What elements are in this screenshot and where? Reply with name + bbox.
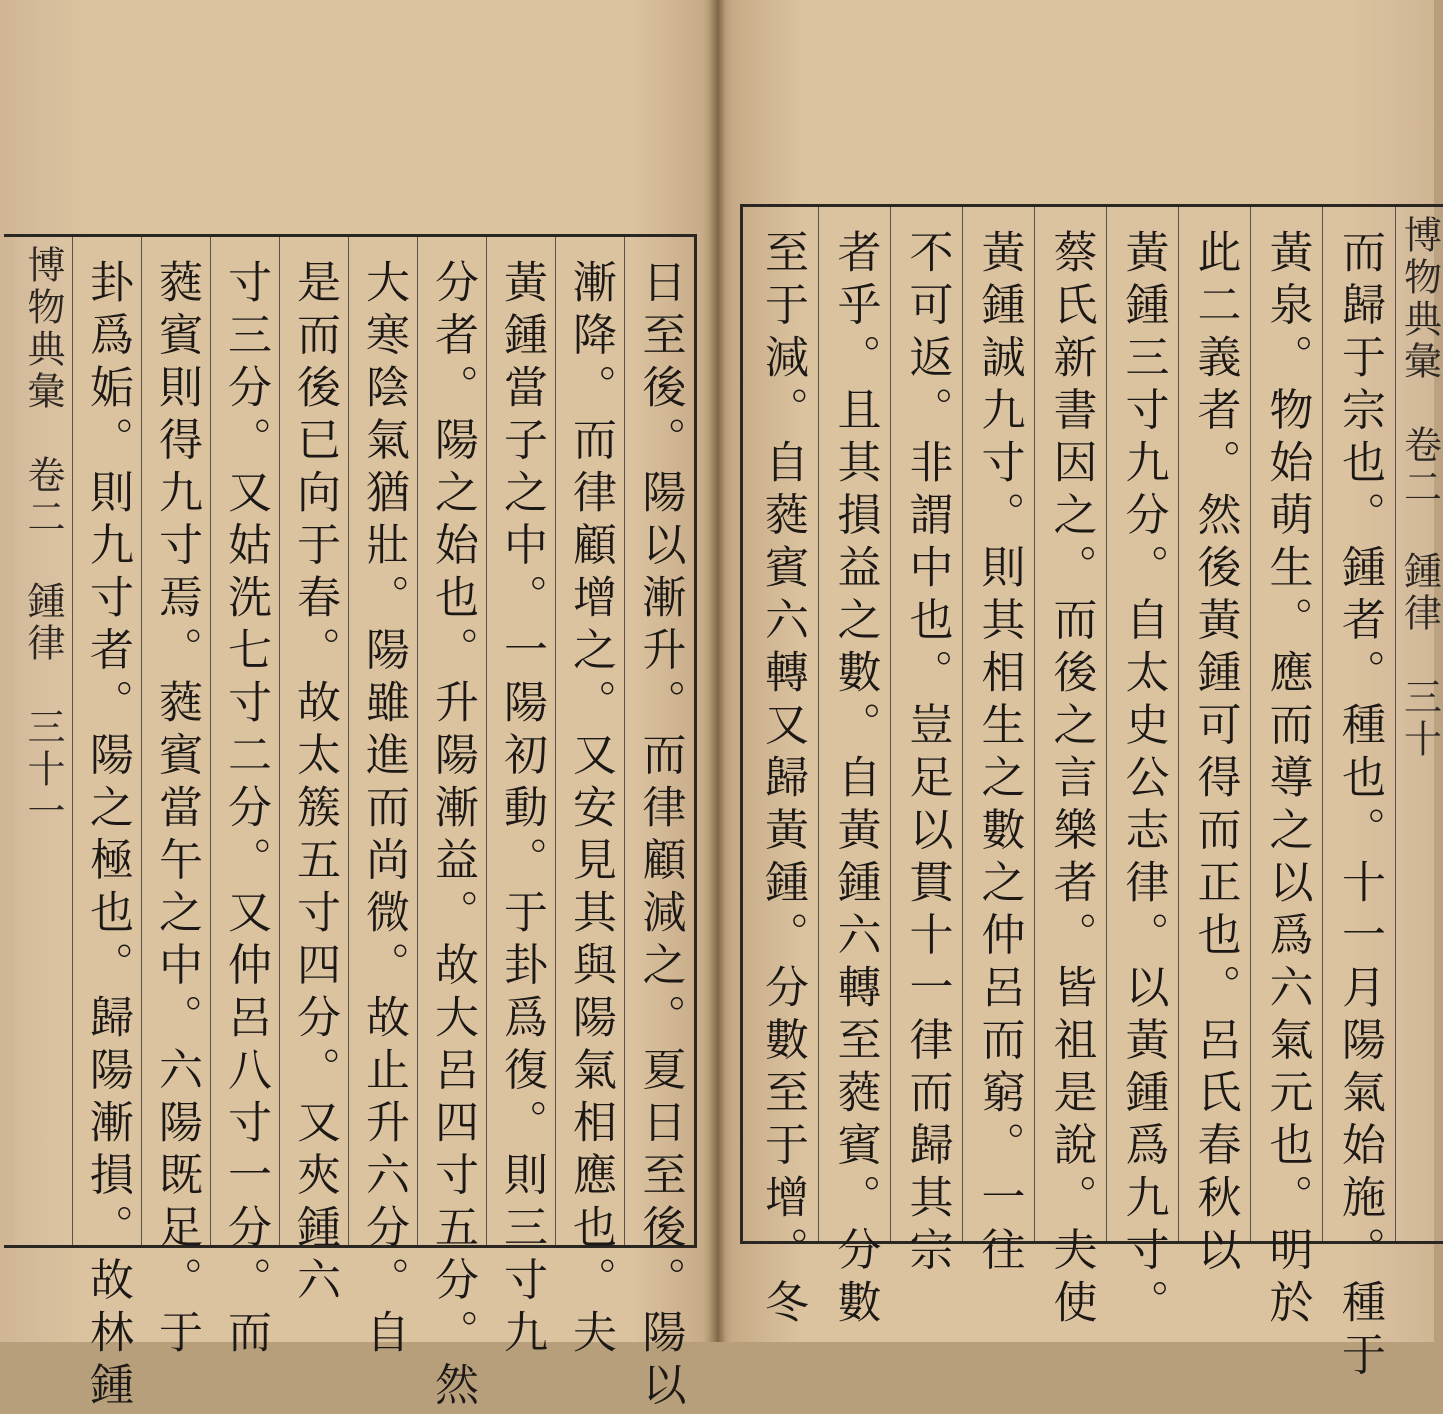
page-margin-title: 博物典彙 卷二 鍾律 三十一 bbox=[21, 245, 65, 833]
text-column bbox=[1034, 207, 1106, 1332]
column-text: 是而後已向于春。故太簇五寸四分。又夾鍾六 bbox=[289, 259, 340, 1309]
column-text: 大寒陰氣猶壯。陽雖進而尚微。故止升六分。自 bbox=[358, 259, 409, 1362]
column-text: 蕤賓則得九寸焉。蕤賓當午之中。六陽既足。于 bbox=[151, 259, 202, 1362]
margin-column bbox=[1395, 207, 1443, 1241]
page-margin-title: 博物典彙 卷二 鍾律 三十 bbox=[1397, 215, 1442, 761]
text-column bbox=[279, 237, 348, 1309]
text-column bbox=[818, 207, 890, 1332]
column-text: 寸三分。又姑洗七寸二分。又仲呂八寸一分。而 bbox=[220, 259, 271, 1362]
column-text: 黃鍾誠九寸。則其相生之數之仲呂而窮。一往 bbox=[973, 229, 1025, 1279]
text-column bbox=[72, 237, 141, 1414]
column-text: 漸降。而律顧增之。又安見其與陽氣相應也。夫 bbox=[565, 259, 616, 1362]
column-text: 黃泉。物始萌生。應而導之以爲六氣元也。明於 bbox=[1261, 229, 1313, 1332]
column-text: 日至後。陽以漸升。而律顧減之。夏日至後。陽以 bbox=[634, 259, 686, 1414]
column-text: 蔡氏新書因之。而後之言樂者。皆祖是說。夫使 bbox=[1045, 229, 1097, 1332]
text-column bbox=[624, 237, 694, 1414]
text-column bbox=[1106, 207, 1178, 1332]
text-column bbox=[1178, 207, 1250, 1279]
text-column bbox=[1250, 207, 1322, 1332]
column-text: 者乎。且其損益之數。自黃鍾六轉至蕤賓。分數 bbox=[829, 229, 881, 1332]
text-column bbox=[555, 237, 624, 1362]
text-column bbox=[890, 207, 962, 1279]
column-text: 此二義者。然後黃鍾可得而正也。呂氏春秋以 bbox=[1189, 229, 1241, 1279]
text-column bbox=[348, 237, 417, 1362]
column-text: 不可返。非謂中也。豈足以貫十一律而歸其宗 bbox=[901, 229, 953, 1279]
column-text: 黃鍾三寸九分。自太史公志律。以黃鍾爲九寸。 bbox=[1117, 229, 1169, 1332]
text-column bbox=[486, 237, 555, 1362]
left-page-frame bbox=[4, 234, 697, 1414]
left-page bbox=[0, 0, 712, 1414]
column-text: 至于減。自蕤賓六轉又歸黃鍾。分數至于增。冬 bbox=[757, 229, 808, 1332]
left-columns bbox=[4, 237, 694, 1414]
column-text: 黃鍾當子之中。一陽初動。于卦爲復。則三寸九 bbox=[496, 259, 547, 1362]
column-text: 卦爲姤。則九寸者。陽之極也。歸陽漸損。故林鍾 bbox=[82, 259, 133, 1414]
column-text: 而歸于宗也。鍾者。種也。十一月陽氣始施。種于 bbox=[1334, 229, 1385, 1384]
right-page bbox=[722, 0, 1442, 1384]
margin-column bbox=[14, 237, 72, 1245]
column-text: 分者。陽之始也。升陽漸益。故大呂四寸五分。然 bbox=[427, 259, 478, 1414]
right-columns bbox=[743, 207, 1443, 1384]
text-column bbox=[141, 237, 210, 1362]
text-column bbox=[1322, 207, 1395, 1384]
text-column bbox=[746, 207, 818, 1332]
text-column bbox=[962, 207, 1034, 1279]
right-page-frame bbox=[740, 204, 1443, 1384]
text-column bbox=[210, 237, 279, 1362]
text-column bbox=[417, 237, 486, 1414]
